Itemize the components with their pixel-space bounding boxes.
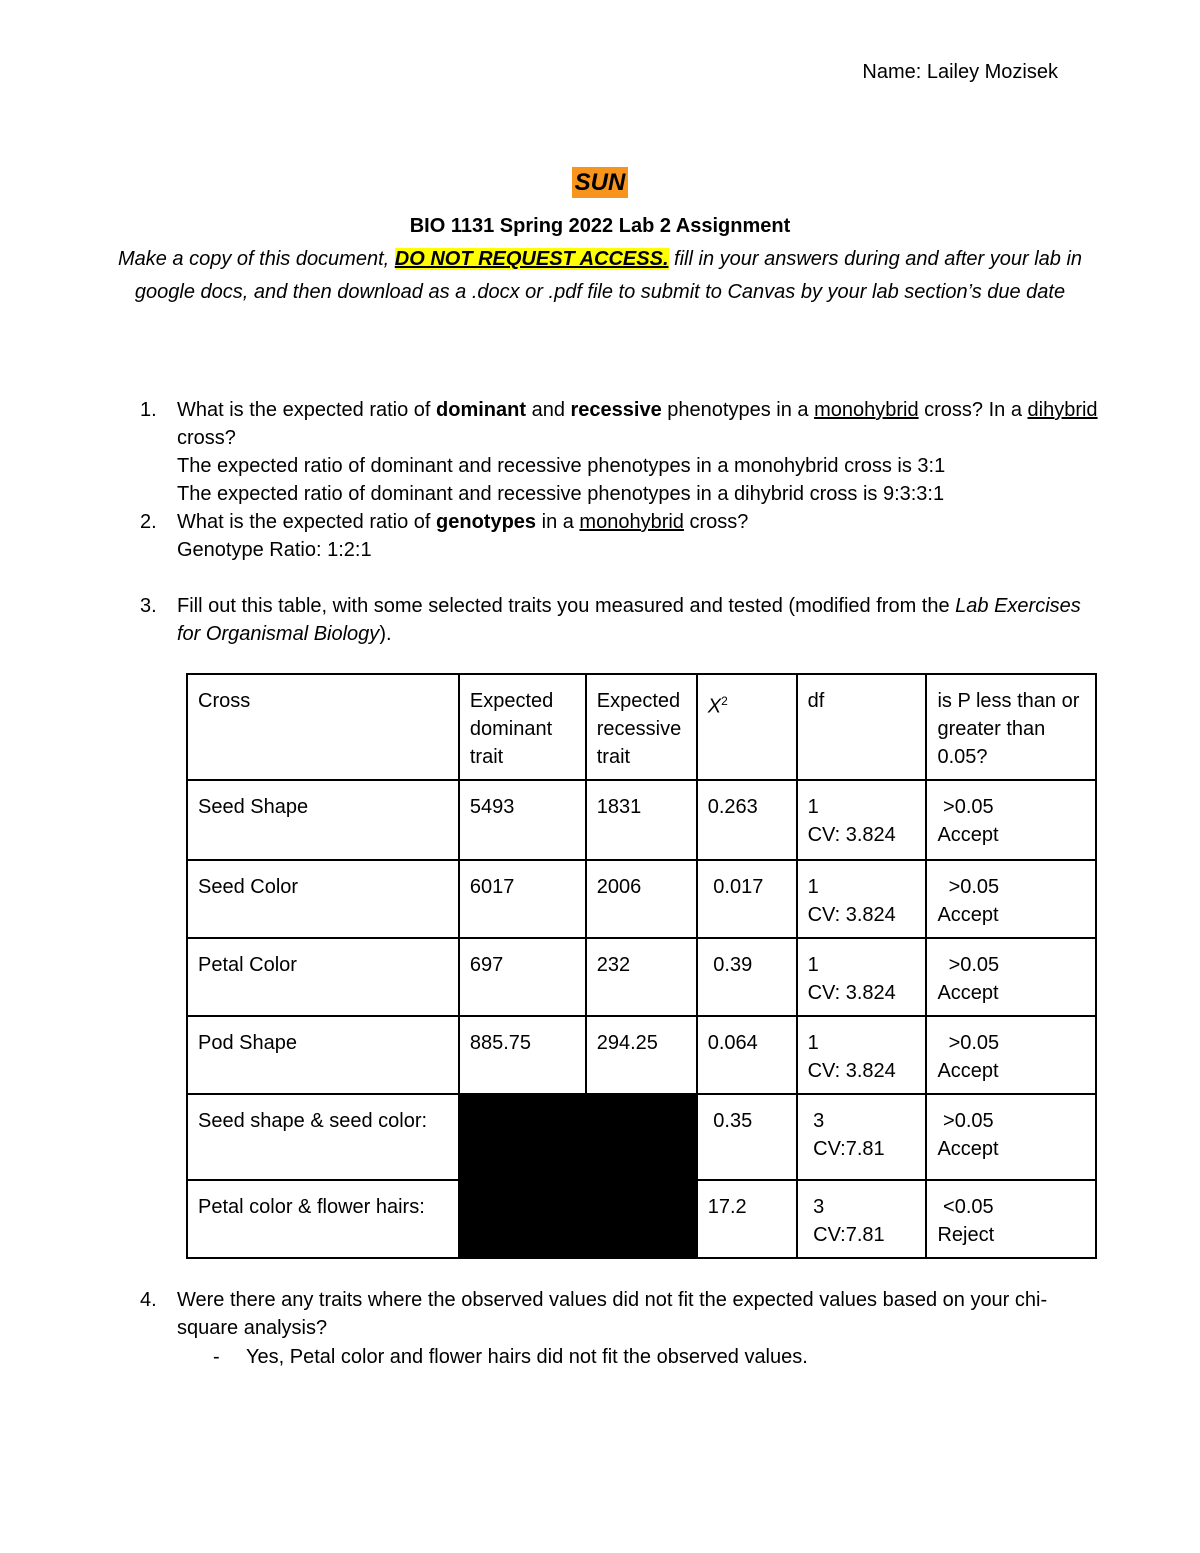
df-value: 1 [807,876,819,898]
cell-chi: 0.39 [697,938,797,1016]
cell-dominant: 697 [459,938,586,1016]
chi-symbol: X [707,695,722,718]
section-tag: SUN [572,167,629,198]
blacked-out-cell [459,1180,697,1258]
document-title: BIO 1131 Spring 2022 Lab 2 Assignment [409,215,791,237]
cell-chi: 0.35 [697,1094,797,1180]
cell-p [926,1016,1096,1094]
decision: Accept [937,982,999,1004]
q1-text: cross? In a [918,399,1028,421]
cell-df [797,780,927,860]
cell-p [926,938,1096,1016]
question-1-answer-1: The expected ratio of dominant and recessive phenotypes in a monohybrid cross is 3:1 [177,455,946,477]
instructions-text-2: fill in your answers during and after your lab in google docs, and then download as a .docx or .pdf file to submit to Canvas by your lab section’s due date [134,248,1083,303]
critical-value: CV: 3.824 [807,982,896,1004]
cell-chi: 0.263 [697,780,797,860]
cell-p [926,1094,1096,1180]
cell-p [926,780,1096,860]
cell-df [797,860,927,938]
question-1 [140,396,1100,508]
cell-cross: Pod Shape [187,1016,459,1094]
question-3-body [177,592,1100,648]
table-row [187,860,1096,938]
p-comparison: >0.05 [937,1032,1000,1054]
p-comparison: >0.05 [937,954,1000,976]
section-tag-line [0,169,1200,198]
q2-text: cross? [683,511,749,533]
table-row [187,1180,1096,1258]
q1-bold-recessive: recessive [570,399,662,421]
q1-bold-dominant: dominant [436,399,527,421]
cell-p [926,860,1096,938]
cell-df [797,1180,927,1258]
question-4-answer: Yes, Petal color and flower hairs did not fit the observed values. [246,1346,808,1368]
student-name: Name: Lailey Mozisek [862,61,1058,83]
decision: Accept [937,1138,999,1160]
instructions-text-1: Make a copy of this document, [117,248,395,270]
q3-text: Fill out this table, with some selected traits you measured and tested (modified from the [177,595,956,617]
question-2-answer: Genotype Ratio: 1:2:1 [177,539,372,561]
cell-cross: Seed Color [187,860,459,938]
chi-square-table [186,673,1097,1259]
instructions [100,243,1100,308]
q2-underline-monohybrid: monohybrid [579,511,684,533]
header-cross: Cross [187,674,459,780]
p-comparison: >0.05 [937,796,994,818]
question-number: 3. [140,595,157,617]
header-expected-dominant: Expected dominant trait [459,674,586,780]
cell-recessive: 1831 [586,780,697,860]
critical-value: CV:7.81 [807,1224,885,1246]
critical-value: CV: 3.824 [807,824,896,846]
cell-recessive: 294.25 [586,1016,697,1094]
blacked-out-cell [459,1094,697,1180]
decision: Accept [937,1060,999,1082]
q3-italic-book-title: Lab Exercises for Organismal Biology [177,595,1081,645]
decision: Reject [937,1224,995,1246]
cell-chi: 0.064 [697,1016,797,1094]
cell-cross: Seed Shape [187,780,459,860]
cell-cross: Petal color & flower hairs: [187,1180,459,1258]
cell-recessive: 232 [586,938,697,1016]
p-comparison: <0.05 [937,1196,994,1218]
question-2-prompt [177,508,1100,536]
table-header-row [187,674,1096,780]
q2-bold-genotypes: genotypes [436,511,537,533]
df-value: 1 [807,796,819,818]
cell-chi: 17.2 [697,1180,797,1258]
cell-dominant: 6017 [459,860,586,938]
table-row [187,938,1096,1016]
critical-value: CV: 3.824 [807,1060,896,1082]
question-2-body [177,508,1100,564]
p-comparison: >0.05 [937,1110,994,1132]
df-value: 1 [807,1032,819,1054]
question-3 [140,592,1100,648]
table-row [187,780,1096,860]
table-row [187,1094,1096,1180]
question-1-answer-2: The expected ratio of dominant and recessive phenotypes in a dihybrid cross is 9:3:3:1 [177,483,945,505]
header-chi-square [697,674,797,780]
q1-text: What is the expected ratio of [177,399,437,421]
cell-p [926,1180,1096,1258]
df-value: 3 [807,1110,825,1132]
critical-value: CV:7.81 [807,1138,885,1160]
cell-df [797,1094,927,1180]
q1-text: and [526,399,571,421]
question-1-body [177,396,1100,508]
cell-df [797,1016,927,1094]
cell-cross: Seed shape & seed color: [187,1094,459,1180]
cell-cross: Petal Color [187,938,459,1016]
table-row [187,1016,1096,1094]
instructions-highlight: DO NOT REQUEST ACCESS. [394,248,669,270]
p-comparison: >0.05 [937,876,1000,898]
cell-dominant: 5493 [459,780,586,860]
question-number: 1. [140,399,157,421]
df-value: 1 [807,954,819,976]
question-number: 2. [140,511,157,533]
bullet-dash: - [213,1346,220,1368]
decision: Accept [937,824,999,846]
chi-superscript: 2 [721,694,728,708]
q1-text: cross? [177,427,236,449]
q3-text: ). [379,623,392,645]
header-df: df [797,674,927,780]
question-4-prompt: Were there any traits where the observed values did not fit the expected values based on your chi-square analysis? [177,1289,1048,1339]
df-value: 3 [807,1196,825,1218]
question-1-prompt [177,396,1100,452]
q2-text: in a [536,511,580,533]
question-4 [140,1286,1100,1342]
cell-chi: 0.017 [697,860,797,938]
q1-underline-monohybrid: monohybrid [814,399,919,421]
cell-recessive: 2006 [586,860,697,938]
q1-underline-dihybrid: dihybrid [1027,399,1098,421]
q2-text: What is the expected ratio of [177,511,437,533]
cell-df [797,938,927,1016]
decision: Accept [937,904,999,926]
header-expected-recessive: Expected recessive trait [586,674,697,780]
critical-value: CV: 3.824 [807,904,896,926]
question-number: 4. [140,1289,157,1311]
cell-dominant: 885.75 [459,1016,586,1094]
question-2 [140,508,1100,564]
header-p-value: is P less than or greater than 0.05? [926,674,1096,780]
q1-text: phenotypes in a [661,399,815,421]
